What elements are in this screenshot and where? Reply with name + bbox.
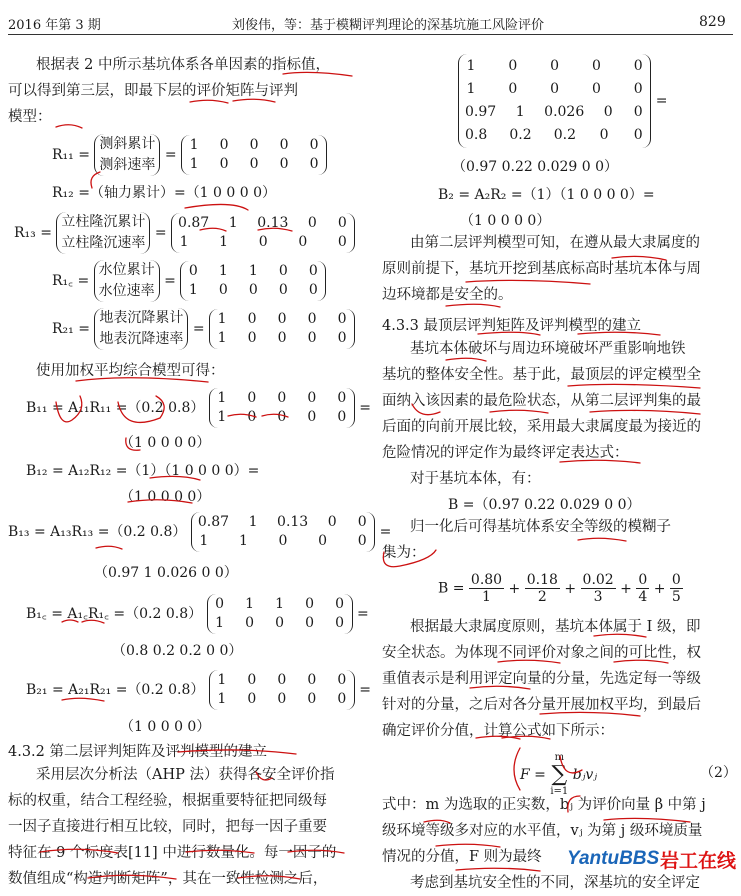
r11-row-1: [188, 136, 320, 155]
page-header: [0, 0, 741, 34]
b1-matrix-equation: [458, 54, 667, 148]
formula-2-lhs: F =: [520, 767, 546, 783]
fraction-numerator: 0.02: [582, 572, 614, 588]
right-p2-line3: 面纳入该因素的最危险状态，从第二层评判集的最: [382, 393, 701, 409]
issue-label: 2016 年第 3 期: [8, 18, 101, 33]
matrix-cell: 1: [228, 215, 238, 231]
matrix-cell: 0: [277, 691, 287, 707]
ink-circle-r13: [185, 204, 248, 210]
right-p5-line4: 针对的分量，之后对各分量开展加权平均，到最后: [382, 697, 701, 713]
matrix-cell: 0: [603, 104, 613, 120]
matrix-cell: 0.2: [509, 127, 532, 143]
r1c-label: R₁꜀ =: [52, 273, 90, 289]
matrix-cell: 1: [188, 282, 198, 298]
b13-result: （0.97 1 0.026 0 0）: [94, 565, 238, 581]
b1c-matrix: [207, 594, 353, 634]
r1c-factor-1: 水位累计: [98, 262, 155, 278]
r1c-matrix: [180, 261, 326, 301]
matrix-cell: 1: [217, 390, 227, 406]
r13-label: R₁₃ =: [14, 225, 52, 241]
fuzzy-lhs: B =: [438, 580, 465, 597]
left-p3-line4: 特征在 9 个标度表[11] 中进行数量化。每一因子的: [8, 845, 337, 861]
fraction-numerator: 0.18: [526, 572, 558, 588]
r21-row-1: [216, 310, 348, 329]
matrix-cell: 0: [307, 390, 317, 406]
matrix-cell: 0.8: [465, 127, 488, 143]
matrix-cell: 0: [277, 311, 287, 327]
matrix-cell: 1: [245, 596, 255, 612]
matrix-cell: 1: [466, 81, 476, 97]
matrix-cell: 0: [308, 282, 318, 298]
right-p1-line1: 由第二层评判模型可知，在遵从最大隶属度的: [410, 235, 700, 251]
matrix-cell: 0: [337, 672, 347, 688]
r21-label: R₂₁ =: [52, 321, 90, 337]
b13-matrix: [191, 512, 375, 552]
b21-lhs: B₂₁ = A₂₁R₂₁ =（0.2 0.8）: [26, 682, 205, 698]
r1c-row-2: [187, 281, 319, 300]
right-p2-line2: 基坑的整体安全性。基于此，最顶层的评定模型全: [382, 367, 701, 383]
matrix-cell: 0: [508, 81, 518, 97]
matrix-cell: 0: [337, 691, 347, 707]
right-p6-line2: 级环境等级多对应的水平值，vⱼ 为第 j 级环境质量: [382, 823, 703, 839]
b13-lhs: B₁₃ = A₁₃R₁₃ =（0.2 0.8）: [8, 524, 187, 540]
matrix-cell: 1: [466, 58, 476, 74]
sum-lower: i=1: [550, 786, 569, 797]
matrix-cell: 0: [279, 156, 289, 172]
matrix-cell: 0: [599, 127, 609, 143]
b13-equation: B₁₃ = A₁₃R₁₃ =（0.2 0.8） 0.87 1 0.13 0 0 1 1 0 0 0 =: [8, 512, 391, 552]
fraction: [670, 572, 683, 605]
right-p1-line2: 原则前提下，基坑开挖到基底标高时基坑本体与周: [382, 261, 701, 277]
matrix-cell: 0: [218, 282, 228, 298]
left-p2: 使用加权平均综合模型可得：: [36, 363, 225, 379]
b21-result: （1 0 0 0 0）: [120, 719, 211, 735]
fraction-numerator: 0: [671, 572, 681, 588]
section-4-3-2-heading: 4.3.2 第二层评判矩阵及评判模型的建立: [8, 744, 268, 760]
right-p2-line5: 危险情况的评定作为最终评定表达式：: [382, 445, 629, 461]
matrix-cell: 0: [278, 263, 288, 279]
b11-result: （1 0 0 0 0）: [120, 435, 211, 451]
section-4-3-3-heading: 4.3.3 最顶层评判矩阵及评判模型的建立: [382, 318, 642, 334]
b11-equation: B₁₁ = A₁₁R₁₁ =（0.2 0.8） 1 0 0 0 0 1 0 0 0 0 =: [26, 388, 371, 428]
r11-label: R₁₁ =: [52, 147, 90, 163]
b13-row-1: [198, 513, 368, 532]
left-p1-line1: 根据表 2 中所示基坑体系各单因素的指标值，: [36, 57, 330, 73]
fraction-numerator: 0: [638, 572, 648, 588]
left-p3-line1: 采用层次分析法（AHP 法）获得各安全评价指: [36, 767, 335, 783]
matrix-cell: 0: [307, 311, 317, 327]
matrix-cell: 0: [591, 58, 601, 74]
matrix-cell: 0: [337, 409, 347, 425]
matrix-cell: 0: [188, 263, 198, 279]
b11-row-1: [216, 389, 348, 408]
right-p5-line5: 确定评价分值，计算公式如下所示：: [382, 723, 614, 739]
matrix-cell: 0.13: [257, 215, 289, 231]
matrix-cell: 0: [258, 234, 268, 250]
b2-equation: B₂ = A₂R₂ =（1）（1 0 0 0 0）=: [438, 187, 655, 203]
matrix-cell: 0: [337, 311, 347, 327]
matrix-cell: 0: [337, 215, 347, 231]
r13-row-2: [178, 233, 348, 252]
left-p1-line2: 可以得到第三层，即最下层的评价矩阵与评判: [8, 83, 298, 99]
matrix-cell: 0: [307, 409, 317, 425]
b21-equation: B₂₁ = A₂₁R₂₁ =（0.2 0.8） 1 0 0 0 0 1 0 0 0 0 =: [26, 670, 371, 710]
right-p3: 对于基坑本体，有：: [410, 471, 541, 487]
r13-equation: R₁₃ = 立柱隆沉累计 立柱隆沉速率 = 0.87 1 0.13 0 0 1 1 0 0 0: [14, 212, 355, 254]
r13-factor-2: 立柱隆沉速率: [61, 235, 146, 251]
r11-equation: R₁₁ = 测斜累计 测斜速率 = 1 0 0 0 0 1 0 0 0 0: [52, 134, 327, 176]
plus-sign: +: [649, 580, 670, 597]
header-rule: [8, 34, 733, 35]
left-p3-line2: 标的权重，结合工程经验，根据重要特征把同级每: [8, 793, 327, 809]
matrix-cell: 1: [215, 615, 225, 631]
matrix-cell: 0: [277, 390, 287, 406]
r11-factor-2: 测斜速率: [99, 157, 156, 173]
formula-2-number: （2）: [700, 765, 737, 781]
r21-factor-2: 地表沉降速率: [99, 331, 184, 347]
matrix-cell: 0: [219, 137, 229, 153]
matrix-cell: 0: [318, 533, 328, 549]
matrix-cell: 0: [327, 514, 337, 530]
matrix-cell: 1: [248, 263, 258, 279]
matrix-cell: 1: [199, 533, 209, 549]
fraction-denominator: 4: [638, 589, 648, 605]
matrix-cell: 0: [215, 596, 225, 612]
b12-equation: B₁₂ = A₁₂R₁₂ =（1）（1 0 0 0 0）=: [26, 463, 260, 479]
matrix-cell: 0.87: [178, 215, 210, 231]
matrix-cell: 0: [247, 311, 257, 327]
r13-row-1: [178, 214, 348, 233]
r21-equation: R₂₁ = 地表沉降累计 地表沉降速率 = 1 0 0 0 0 1 0 0 0 0: [52, 308, 355, 350]
b11-lhs: B₁₁ = A₁₁R₁₁ =（0.2 0.8）: [26, 400, 205, 416]
right-p5-line2: 安全状态。为体现不同评价对象之间的可比性，权: [382, 645, 701, 661]
running-title: 刘俊伟，等：基于模糊评判理论的深基坑施工风险评价: [232, 18, 545, 33]
plus-sign: +: [615, 580, 637, 597]
matrix-cell: 1: [219, 234, 229, 250]
matrix-cell: 0: [307, 691, 317, 707]
r11-factor-1: 测斜累计: [99, 136, 156, 152]
r11-matrix: [181, 135, 327, 175]
matrix-cell: 0: [335, 596, 345, 612]
matrix-cell: 0: [308, 263, 318, 279]
matrix-cell: 0.97: [465, 104, 497, 120]
b13-row-2: [198, 532, 368, 551]
b1c-row-2: [214, 614, 346, 633]
fraction: [469, 572, 504, 605]
matrix-cell: 0: [633, 104, 643, 120]
matrix-cell: 0: [249, 137, 259, 153]
right-p4-line2: 集为：: [382, 545, 426, 561]
matrix-cell: 0: [219, 156, 229, 172]
left-p1-line3: 模型：: [8, 109, 52, 125]
b1-row-2: [465, 78, 644, 101]
matrix-cell: 1: [189, 137, 199, 153]
b1c-result: （0.8 0.2 0.2 0 0）: [112, 643, 243, 659]
matrix-cell: 0: [247, 390, 257, 406]
r1c-row-1: [187, 262, 319, 281]
b21-matrix: [209, 670, 355, 710]
matrix-cell: 0: [591, 81, 601, 97]
matrix-cell: 0: [247, 330, 257, 346]
right-p2-line4: 后面的向前开展比较，采用最大隶属度最为接近的: [382, 419, 701, 435]
b21-row-2: [216, 690, 348, 709]
matrix-cell: 1: [238, 533, 248, 549]
r11-row-2: [188, 155, 320, 174]
watermark-yantu-online: 岩工在线: [660, 851, 737, 872]
matrix-cell: 1: [217, 672, 227, 688]
fraction: [525, 572, 560, 605]
b11-matrix: [209, 388, 355, 428]
matrix-cell: 0: [277, 672, 287, 688]
fraction-denominator: 2: [537, 589, 547, 605]
fraction: [636, 572, 649, 605]
b1c-row-1: [214, 595, 346, 614]
matrix-cell: 0: [337, 330, 347, 346]
matrix-cell: 0.87: [197, 514, 230, 530]
matrix-cell: 0: [247, 409, 257, 425]
matrix-cell: 0: [309, 156, 319, 172]
matrix-cell: 0: [335, 615, 345, 631]
matrix-cell: 0: [309, 137, 319, 153]
b1-row-3: [465, 101, 644, 124]
b1c-lhs: B₁꜀ = A₁꜀R₁꜀ =（0.2 0.8）: [26, 606, 203, 622]
page-number: 829: [699, 14, 726, 30]
matrix-cell: 0: [357, 514, 367, 530]
b11-row-2: [216, 408, 348, 427]
matrix-cell: 0: [247, 691, 257, 707]
ink-underline-4: [56, 125, 82, 128]
r1c-factor-vector: [94, 260, 160, 302]
matrix-cell: 0: [248, 282, 258, 298]
b1c-equation: B₁꜀ = A₁꜀R₁꜀ =（0.2 0.8） 0 1 1 0 0 1 0 0 0 0 =: [26, 594, 369, 634]
matrix-cell: 0: [508, 58, 518, 74]
r1c-factor-2: 水位速率: [98, 283, 155, 299]
fuzzy-subset-equation: [438, 572, 683, 605]
r13-matrix: [171, 213, 355, 253]
matrix-cell: 0: [337, 234, 347, 250]
r21-matrix: [209, 309, 355, 349]
left-p3-line3: 一因子直接进行相互比较，同时，把每一因子重要: [8, 819, 327, 835]
matrix-cell: 1: [248, 514, 258, 530]
matrix-cell: 1: [217, 330, 227, 346]
matrix-cell: 0: [550, 81, 560, 97]
matrix-cell: 1: [218, 263, 228, 279]
matrix-cell: 0: [337, 390, 347, 406]
b1-equals: =: [655, 93, 668, 109]
left-p3-line5: 数值组成“构造判断矩阵”，其在一致性检测之后，: [8, 871, 328, 887]
r13-factor-1: 立柱隆沉累计: [61, 214, 146, 230]
fraction-numerator: 0.80: [470, 572, 503, 588]
right-p2-line1: 基坑本体破坏与周边环境破坏严重影响地铁: [410, 341, 686, 357]
matrix-cell: 0: [305, 596, 315, 612]
matrix-cell: 1: [217, 691, 227, 707]
r12-equation: R₁₂ =（轴力累计）=（1 0 0 0 0）: [52, 185, 277, 201]
matrix-cell: 0: [275, 615, 285, 631]
matrix-cell: 0: [278, 282, 288, 298]
matrix-cell: 0: [305, 615, 315, 631]
right-p5-line1: 根据最大隶属度原则，基坑本体属于 I 级，即: [410, 619, 701, 635]
right-p7: 考虑到基坑安全性的不同，深基坑的安全评定: [410, 875, 700, 891]
right-p1-line3: 边环境都是安全的。: [382, 287, 513, 303]
matrix-cell: 1: [275, 596, 285, 612]
formula-2-body: bⱼvⱼ: [572, 767, 598, 783]
r1c-equation: R₁꜀ = 水位累计 水位速率 = 0 1 1 0 0 1 0 0 0 0: [52, 260, 326, 302]
b21-row-1: [216, 671, 348, 690]
sum-upper: m: [554, 752, 565, 763]
matrix-cell: 0.13: [277, 514, 309, 530]
right-p6-line3: 情况的分值，F 则为最终: [382, 849, 542, 865]
matrix-cell: 0: [247, 672, 257, 688]
matrix-cell: 0: [278, 533, 288, 549]
r21-factor-vector: [94, 308, 188, 350]
right-p6-line1: 式中：m 为选取的正实数，bⱼ 为评价向量 β 中第 j: [382, 797, 706, 813]
r11-factor-vector: [94, 134, 160, 176]
matrix-cell: 0.2: [553, 127, 577, 143]
matrix-cell: 0: [277, 409, 287, 425]
fraction-denominator: 1: [482, 589, 491, 605]
matrix-cell: 0: [279, 137, 289, 153]
matrix-cell: 0: [245, 615, 255, 631]
b1-row-4: [465, 124, 644, 147]
watermark-yantubbs: YantuBBS: [567, 848, 660, 869]
matrix-cell: 0: [307, 330, 317, 346]
matrix-cell: 1: [515, 104, 525, 120]
sum-sign: ∑: [551, 762, 568, 787]
matrix-cell: 0: [633, 81, 643, 97]
r21-row-2: [216, 329, 348, 348]
right-p4-line1: 归一化后可得基坑体系安全等级的模糊子: [410, 519, 671, 535]
matrix-cell: 0: [249, 156, 259, 172]
fraction: [581, 572, 616, 605]
b12-result: （1 0 0 0 0）: [120, 489, 211, 505]
r13-factor-vector: [56, 212, 150, 254]
matrix-cell: 1: [189, 156, 199, 172]
matrix-cell: 0: [298, 234, 308, 250]
matrix-cell: 0: [277, 330, 287, 346]
matrix-cell: 0: [307, 215, 317, 231]
matrix-cell: 0: [307, 672, 317, 688]
plus-sign: +: [504, 580, 525, 597]
matrix-cell: 0: [550, 58, 560, 74]
fraction-denominator: 3: [593, 589, 603, 605]
matrix-cell: 0: [633, 127, 643, 143]
matrix-cell: 1: [217, 311, 227, 327]
b2-result: （1 0 0 0 0）: [460, 213, 551, 229]
right-p5-line3: 重值表示是利用评定向量的分量，先选定每一等级: [382, 671, 701, 687]
plus-sign: +: [559, 580, 581, 597]
matrix-cell: 0.026: [544, 104, 585, 120]
fuzzy-fractions: [469, 572, 683, 605]
matrix-cell: 0: [633, 58, 643, 74]
r21-factor-1: 地表沉降累计: [99, 310, 184, 326]
b1-row-1: [465, 55, 644, 78]
matrix-cell: 1: [217, 409, 227, 425]
matrix-cell: 1: [179, 234, 189, 250]
matrix-cell: 0: [357, 533, 367, 549]
fraction-denominator: 5: [671, 589, 681, 605]
b1-result: （0.97 0.22 0.029 0 0）: [452, 159, 619, 175]
b1-matrix: [458, 54, 651, 148]
b-vector-equation: B =（0.97 0.22 0.029 0 0）: [448, 497, 641, 513]
